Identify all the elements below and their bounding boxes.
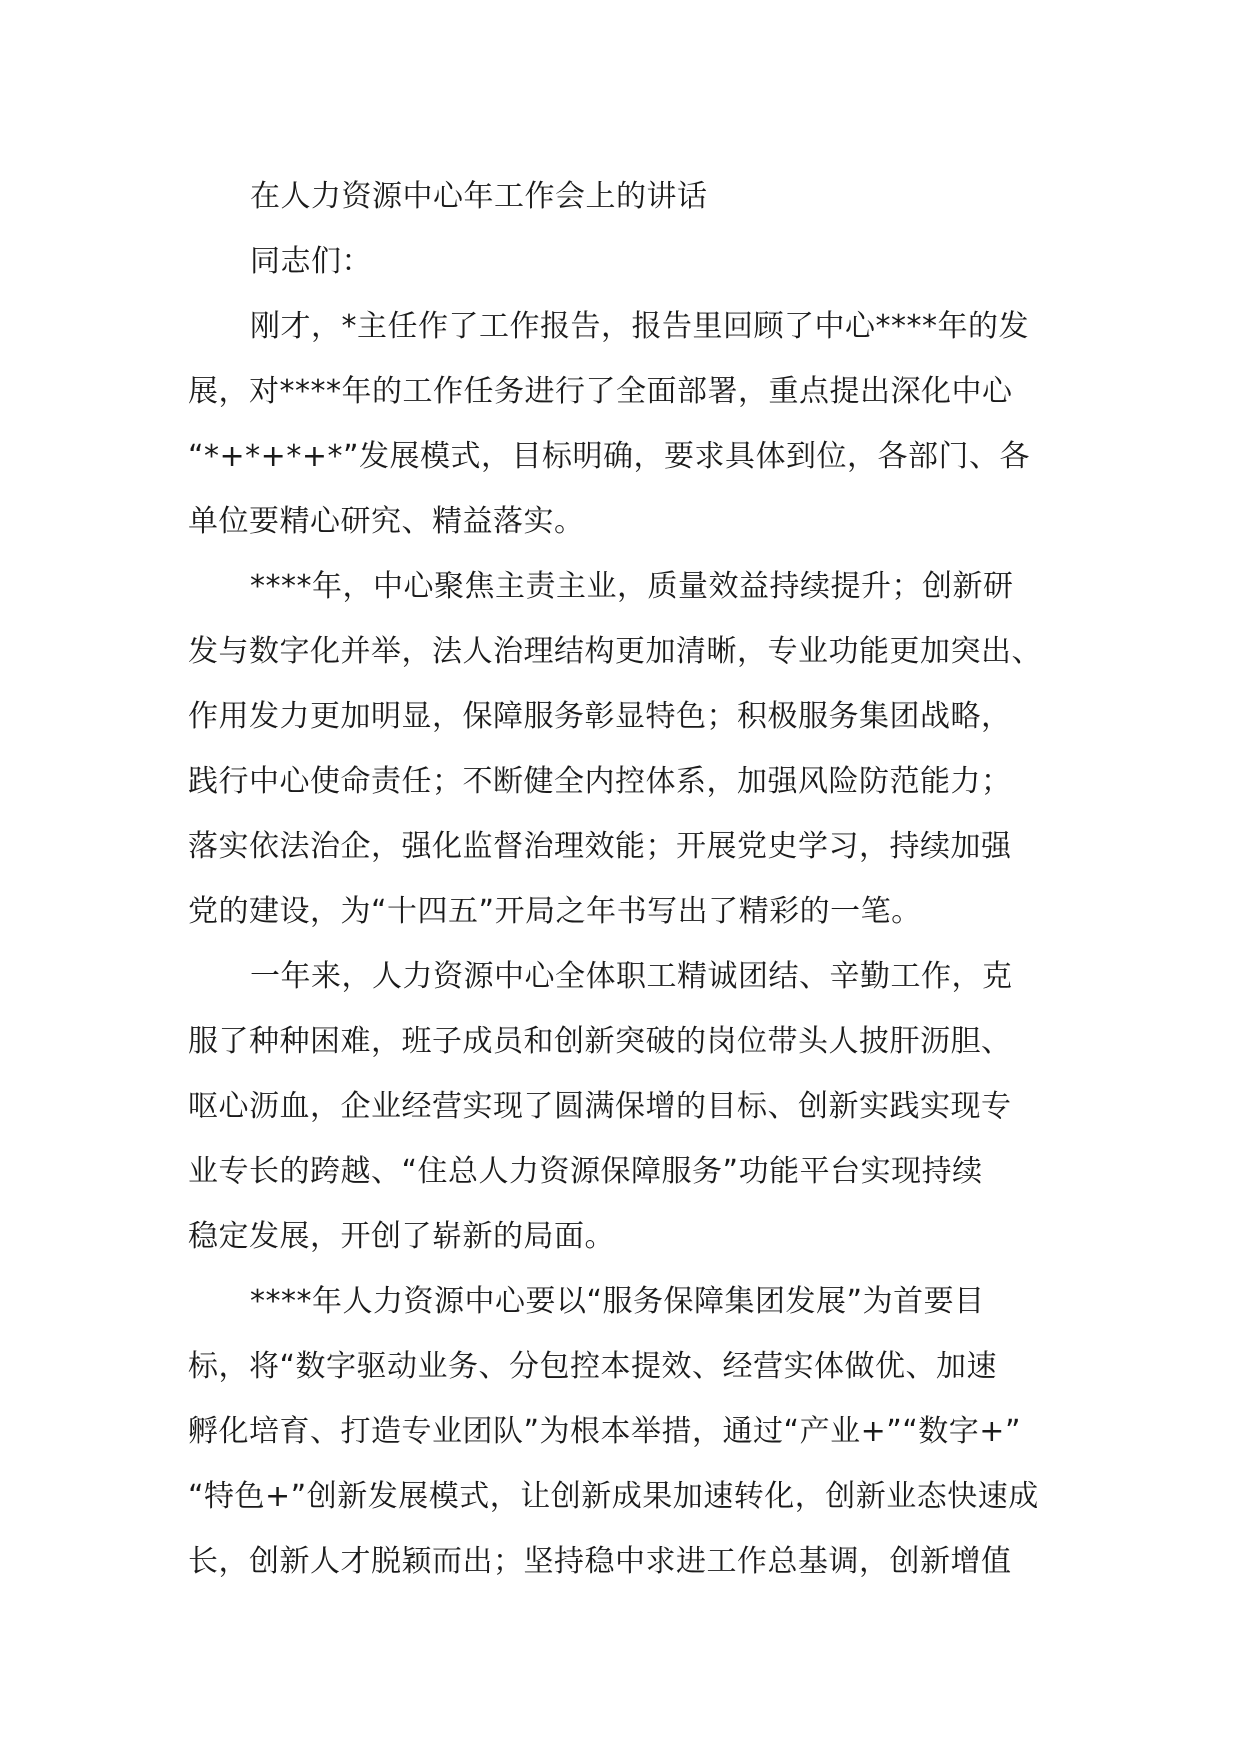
- paragraph-line: 作用发力更加明显，保障服务彰显特色；积极服务集团战略，: [188, 699, 1012, 734]
- paragraph-line: 发与数字化并举，法人治理结构更加清晰，专业功能更加突出、: [188, 634, 1042, 669]
- paragraph-line: 稳定发展，开创了崭新的局面。: [188, 1219, 615, 1254]
- paragraph-line: 落实依法治企，强化监督治理效能；开展党史学习，持续加强: [188, 829, 1012, 864]
- paragraph-line: 刚才，*主任作了工作报告，报告里回顾了中心****年的发: [250, 309, 1029, 344]
- document-body: [188, 164, 1068, 1594]
- paragraph-line: “特色+”创新发展模式，让创新成果加速转化，创新业态快速成: [188, 1479, 1039, 1514]
- paragraph-line: 党的建设，为“十四五”开局之年书写出了精彩的一笔。: [188, 894, 922, 929]
- paragraph-line: 单位要精心研究、精益落实。: [188, 504, 585, 539]
- paragraph-line: 标，将“数字驱动业务、分包控本提效、经营实体做优、加速: [188, 1349, 998, 1384]
- paragraph-3: [188, 944, 1068, 1269]
- paragraph-line: ****年人力资源中心要以“服务保障集团发展”为首要目: [250, 1284, 985, 1319]
- salutation: 同志们：: [250, 244, 372, 279]
- paragraph-line: 展，对****年的工作任务进行了全面部署，重点提出深化中心: [188, 374, 1013, 409]
- paragraph-2: [188, 554, 1068, 944]
- paragraph-line: 服了种种困难，班子成员和创新突破的岗位带头人披肝沥胆、: [188, 1024, 1012, 1059]
- paragraph-1: [188, 294, 1068, 554]
- document-title: 在人力资源中心年工作会上的讲话: [250, 179, 708, 214]
- paragraph-line: “*+*+*+*”发展模式，目标明确，要求具体到位，各部门、各: [188, 439, 1030, 474]
- paragraph-line: 孵化培育、打造专业团队”为根本举措，通过“产业+”“数字+”: [188, 1414, 1021, 1449]
- paragraph-line: ****年，中心聚焦主责主业，质量效益持续提升；创新研: [250, 569, 1014, 604]
- paragraph-line: 长，创新人才脱颖而出；坚持稳中求进工作总基调，创新增值: [188, 1544, 1012, 1579]
- paragraph-line: 业专长的跨越、“住总人力资源保障服务”功能平台实现持续: [188, 1154, 983, 1189]
- paragraph-line: 一年来，人力资源中心全体职工精诚团结、辛勤工作，克: [250, 959, 1013, 994]
- paragraph-line: 呕心沥血，企业经营实现了圆满保增的目标、创新实践实现专: [188, 1089, 1012, 1124]
- paragraph-4: [188, 1269, 1068, 1594]
- paragraph-line: 践行中心使命责任；不断健全内控体系，加强风险防范能力；: [188, 764, 1012, 799]
